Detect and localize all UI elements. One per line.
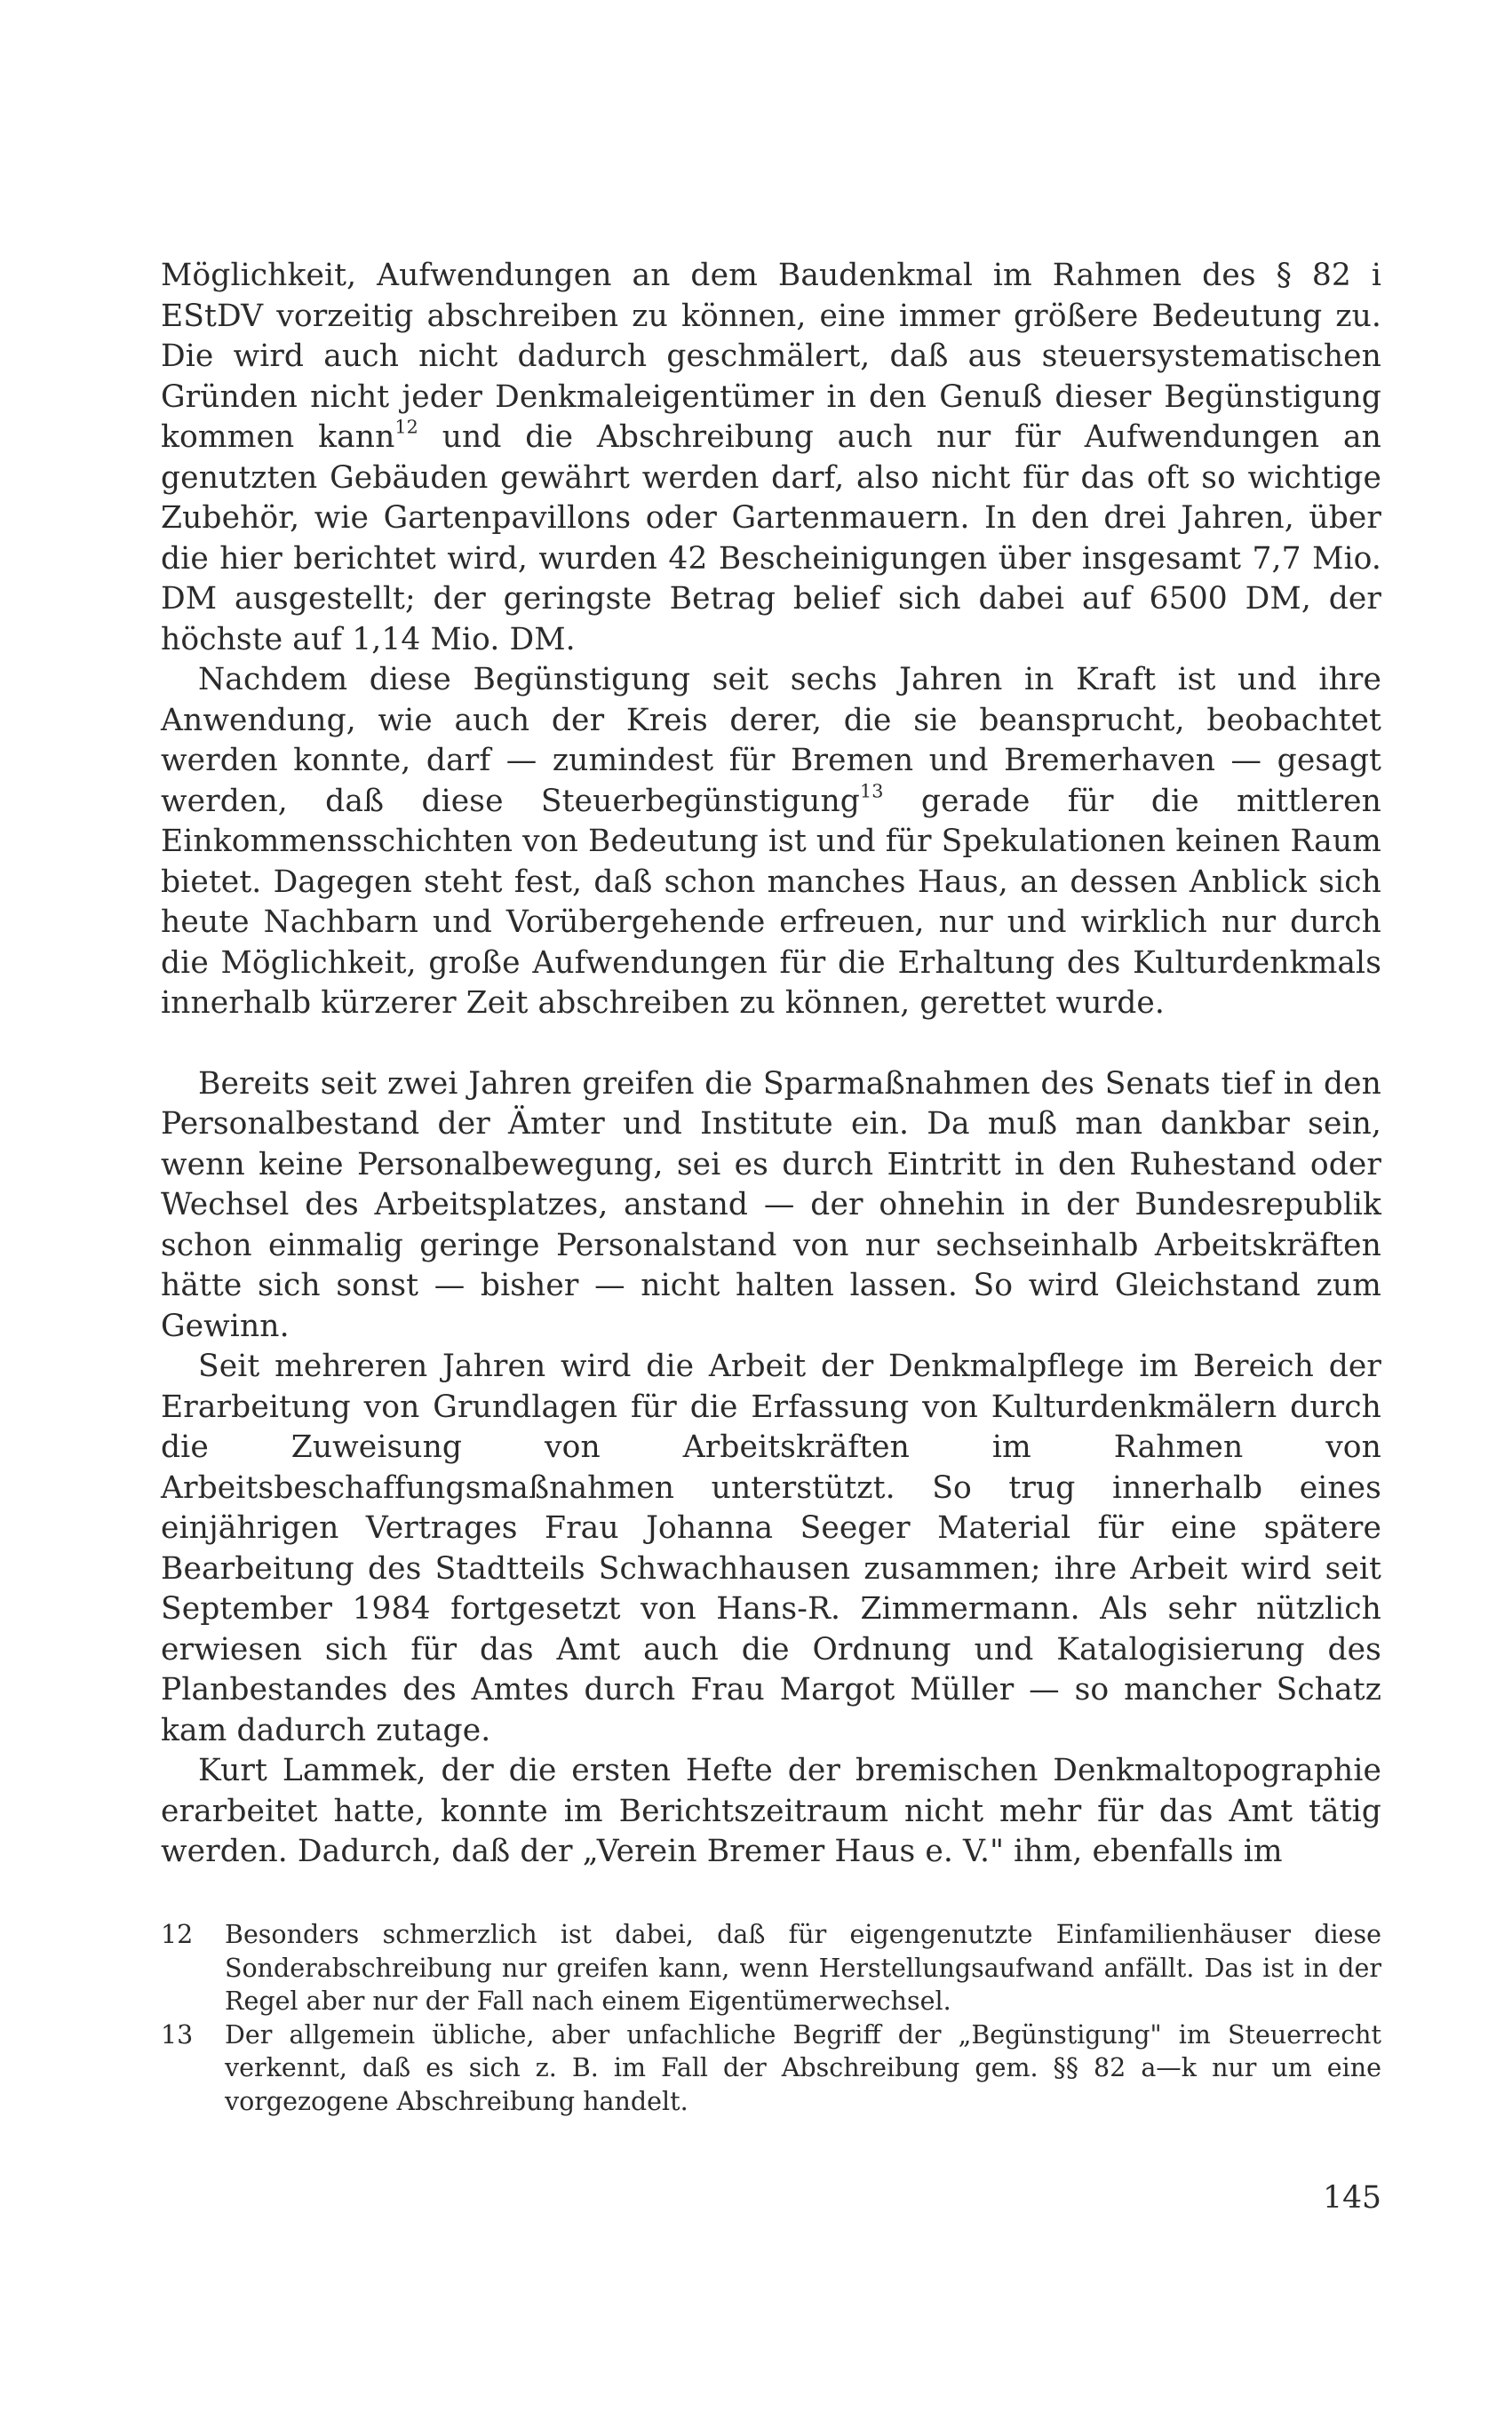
footnote-13 — [161, 2018, 1381, 2119]
paragraph-4: Seit mehreren Jahren wird die Arbeit der Denkmalpflege im Bereich der Erarbeitung von Grundlagen für die Erfassung von Kulturdenkmälern durch die Zuweisung von Arbeitskräften im Rahmen von Arbeitsbeschaffungsmaßnahmen unterstützt. So trug innerhalb eines einjährigen Vertrages Frau Johanna Seeger Material für eine spätere Bearbeitung des Stadtteils Schwachhausen zusammen; ihre Arbeit wird seit September 1984 fortgesetzt von Hans-R. Zimmermann. Als sehr nützlich erwiesen sich für das Amt auch die Ordnung und Katalogisierung des Planbestandes des Amtes durch Frau Margot Müller — so mancher Schatz kam dadurch zutage. — [161, 1349, 1381, 1748]
paragraph-text: gerade für die mittleren Einkommensschichten von Bedeutung ist und für Spekulationen keinen Raum bietet. Dagegen steht fest, daß schon manches Haus, an dessen Anblick sich heute Nachbarn und Vorübergehende erfreuen, nur und wirklich nur durch die Möglichkeit, große Aufwendungen für die Erhaltung des Kulturdenkmals innerhalb kürzerer Zeit abschreiben zu können, gerettet wurde. — [161, 783, 1381, 1021]
footnote-number: 12 — [161, 1920, 194, 1949]
footnotes — [161, 1918, 1381, 2118]
paragraph-text: Möglichkeit, Aufwendungen an dem Baudenkmal im Rahmen des § 82 i EStDV vorzeitig abschreiben zu können, eine immer größere Bedeutung zu. Die wird auch nicht dadurch geschmälert, daß aus steuersystematischen Gründen nicht jeder Denkmaleigentümer in den Genuß dieser Begünstigung kommen kann — [161, 258, 1381, 455]
footnote-ref-13[interactable]: 13 — [860, 779, 884, 801]
footnote-text: Der allgemein übliche, aber unfachliche Begriff der „Begünstigung" im Steuerrecht verkennt, daß es sich z. B. im Fall der Abschreibung gem. §§ 82 a—k nur um eine vorgezogene Abschreibung handelt. — [225, 2019, 1381, 2116]
section-break — [161, 1024, 1381, 1064]
paragraph-text: Nachdem diese Begünstigung seit sechs Jahren in Kraft ist und ihre Anwendung, wie auch der Kreis derer, die sie beansprucht, beobachtet werden konnte, darf — zumindest für Bremen und Bremerhaven — gesagt werden, daß diese Steuerbegünstigung — [161, 662, 1381, 819]
main-text — [161, 256, 1381, 1873]
footnote-12 — [161, 1918, 1381, 2018]
footnote-ref-12[interactable]: 12 — [394, 416, 418, 438]
paragraph-5: Kurt Lammek, der die ersten Hefte der bremischen Denkmaltopographie erarbeitet hatte, konnte im Berichtszeitraum nicht mehr für das Amt tätig werden. Dadurch, daß der „Verein Bremer Haus e. V." ihm, ebenfalls im — [161, 1753, 1381, 1869]
paragraph-text: und die Abschreibung auch nur für Aufwendungen an genutzten Gebäuden gewährt werden darf, also nicht für das oft so wichtige Zubehör, wie Gartenpavillons oder Gartenmauern. In den drei Jahren, über die hier berichtet wird, wurden 42 Bescheinigungen über insgesamt 7,7 Mio. DM ausgestellt; der geringste Betrag belief sich dabei auf 6500 DM, der höchste auf 1,14 Mio. DM. — [161, 419, 1381, 657]
page-number: 145 — [1323, 2180, 1381, 2216]
footnote-number: 13 — [161, 2019, 194, 2050]
paragraph-1 — [161, 256, 1381, 660]
footnote-text: Besonders schmerzlich ist dabei, daß für eigengenutzte Einfamilienhäuser diese Sonderabschreibung nur greifen kann, wenn Herstellungsaufwand anfällt. Das ist in der Regel aber nur der Fall nach einem Eigentümerwechsel. — [225, 1920, 1381, 2016]
paragraph-2 — [161, 660, 1381, 1024]
paragraph-3: Bereits seit zwei Jahren greifen die Sparmaßnahmen des Senats tief in den Personalbestand der Ämter und Institute ein. Da muß man dankbar sein, wenn keine Personalbewegung, sei es durch Eintritt in den Ruhestand oder Wechsel des Arbeitsplatzes, anstand — der ohnehin in der Bundesrepublik schon einmalig geringe Personalstand von nur sechseinhalb Arbeitskräften hätte sich sonst — bisher — nicht halten lassen. So wird Gleichstand zum Gewinn. — [161, 1065, 1381, 1344]
